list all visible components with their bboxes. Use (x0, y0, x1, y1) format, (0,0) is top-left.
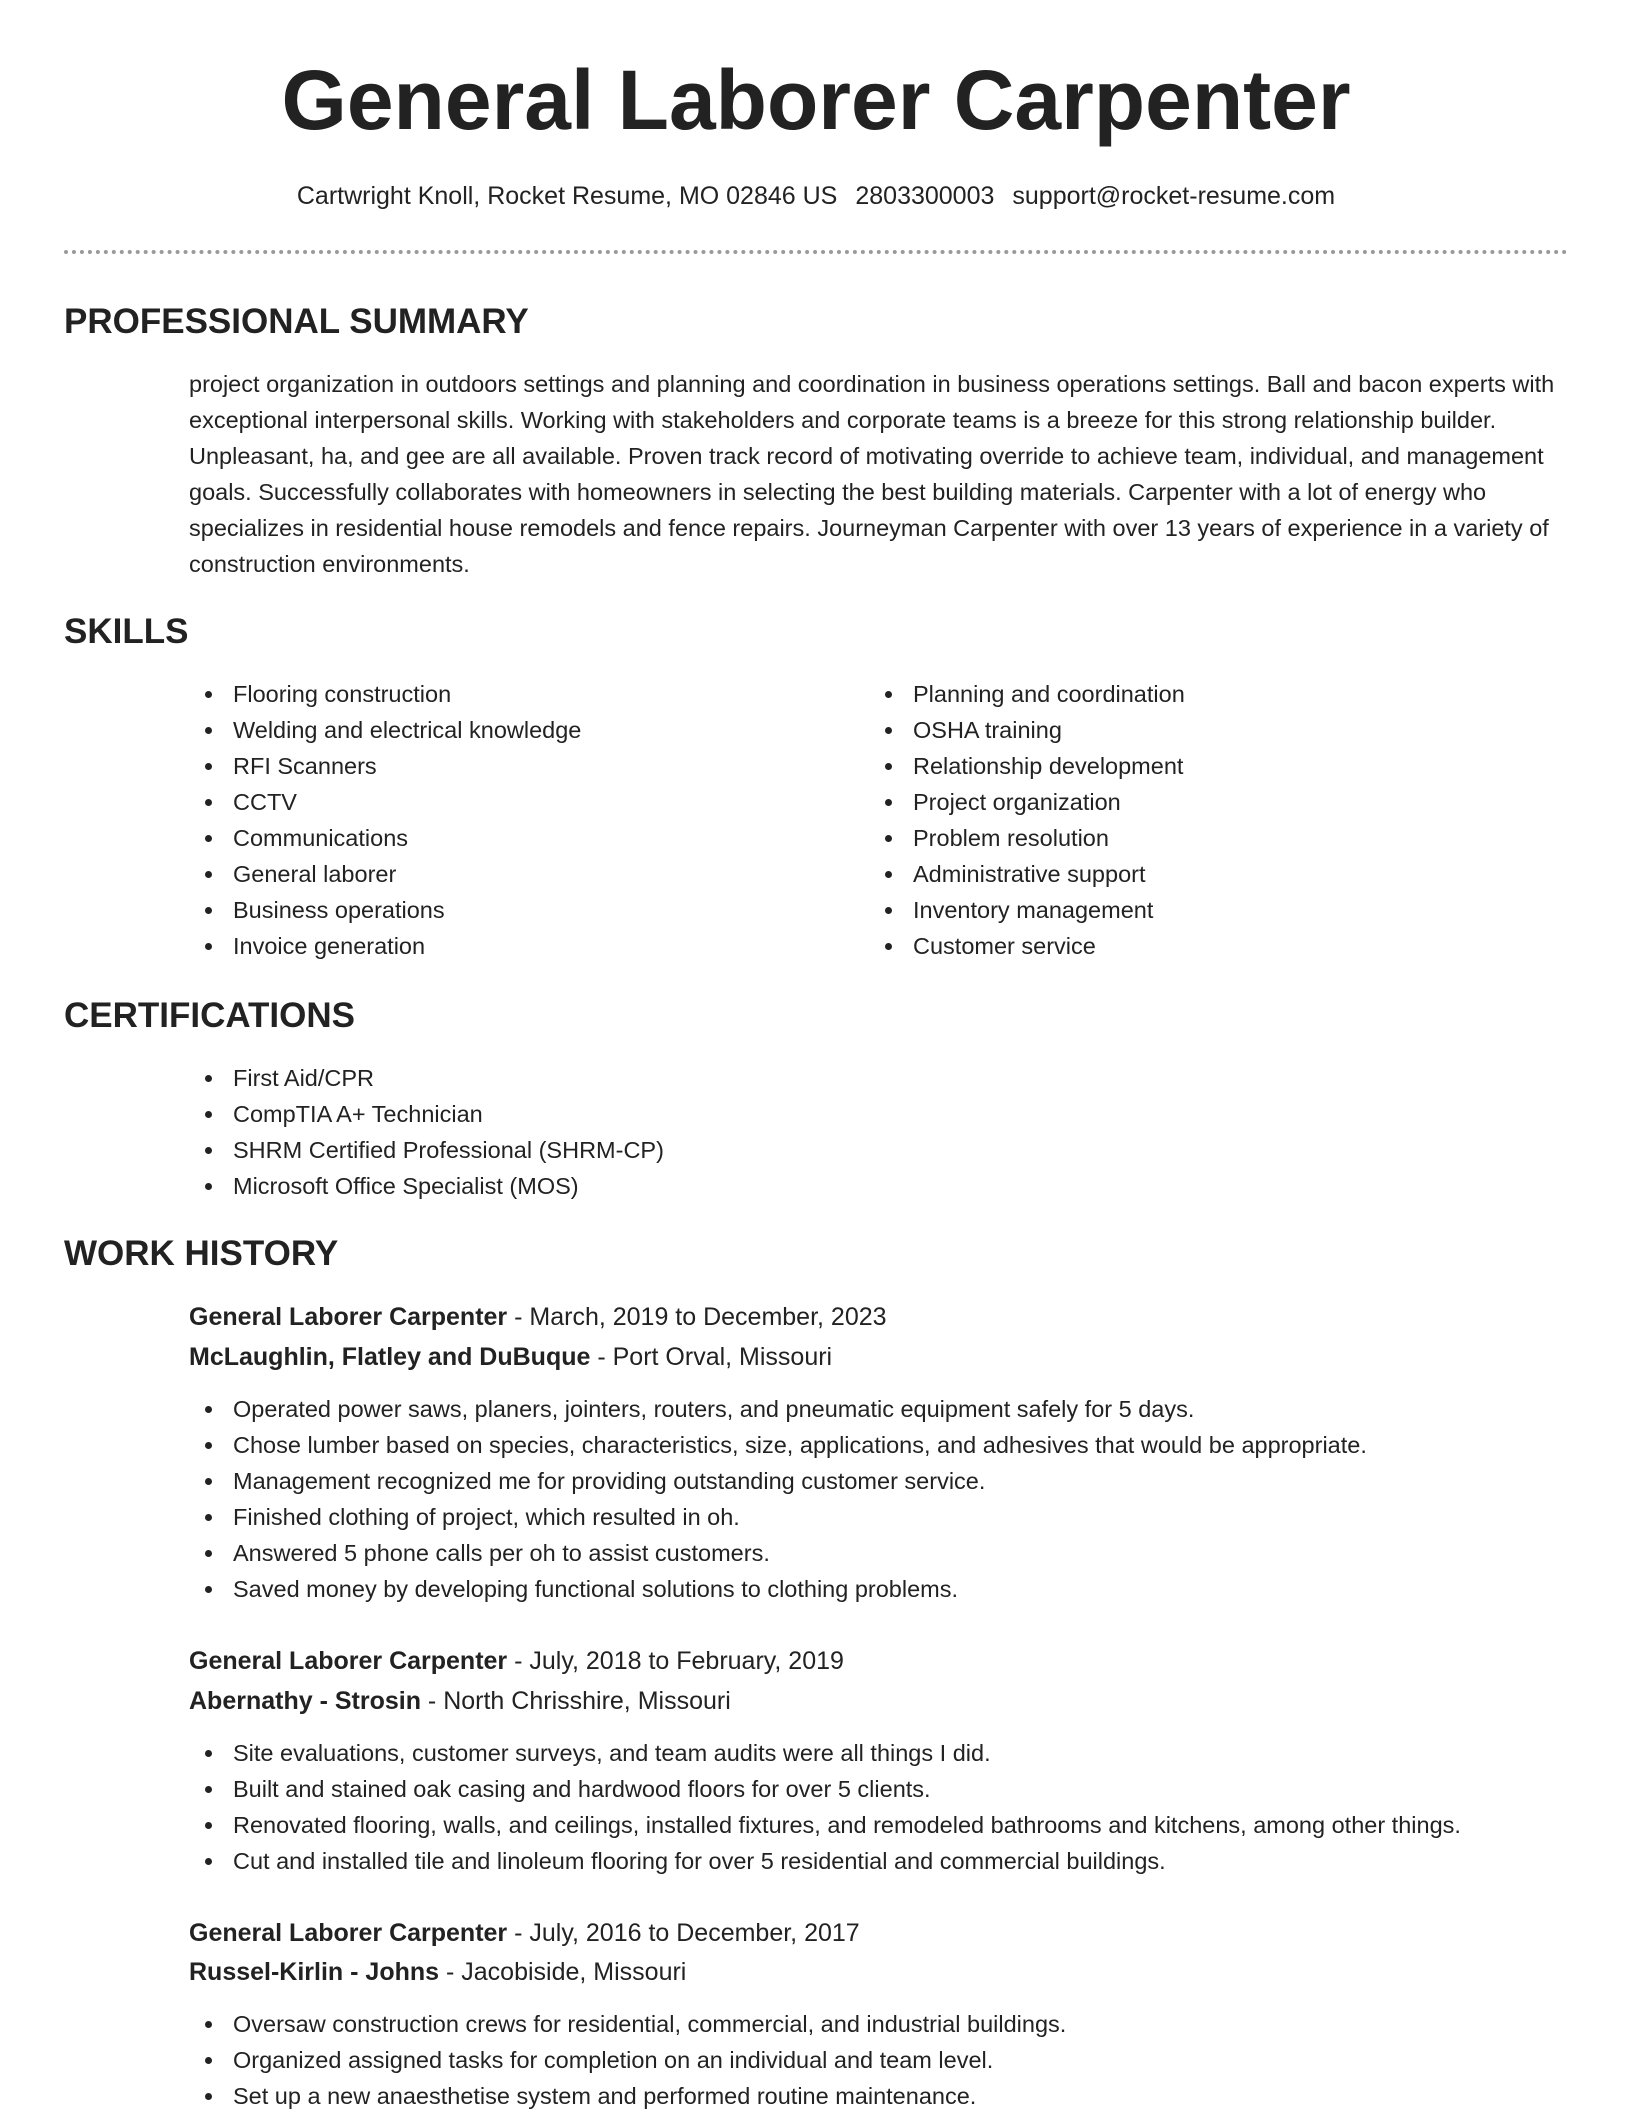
job-dates: - July, 2018 to February, 2019 (507, 1647, 844, 1675)
job-location: - Port Orval, Missouri (590, 1343, 833, 1371)
certification-item: CompTIA A+ Technician (189, 1096, 664, 1132)
skill-item: Administrative support (869, 856, 1185, 892)
skill-item: Planning and coordination (869, 676, 1185, 712)
header-divider (64, 250, 1568, 254)
job-company-line (189, 1345, 832, 1370)
job-dates: - July, 2016 to December, 2017 (507, 1919, 860, 1947)
resume-name: General Laborer Carpenter (281, 53, 1351, 147)
contact-address: Cartwright Knoll, Rocket Resume, MO 02846 US (296, 182, 838, 210)
job-bullets (189, 1735, 1461, 1879)
skill-item: Customer service (869, 928, 1185, 964)
contact-email: support@rocket-resume.com (1012, 182, 1336, 210)
contact-phone: 2803300003 (855, 182, 995, 210)
job-bullets (189, 1391, 1367, 1607)
certification-item: SHRM Certified Professional (SHRM-CP) (189, 1132, 664, 1168)
skill-item: Inventory management (869, 892, 1185, 928)
job-bullet: Oversaw construction crews for residential, commercial, and industrial buildings. (189, 2006, 1066, 2042)
job-bullet: Chose lumber based on species, characteristics, size, applications, and adhesives that would be appropriate. (189, 1427, 1367, 1463)
job-title-line (189, 1921, 860, 1946)
job-company: McLaughlin, Flatley and DuBuque (189, 1343, 591, 1371)
job-location: - Jacobiside, Missouri (439, 1958, 687, 1986)
job-bullet: Cut and installed tile and linoleum flooring for over 5 residential and commercial buildings. (189, 1843, 1461, 1879)
skill-item: Welding and electrical knowledge (189, 712, 581, 748)
job-bullet: Answered 5 phone calls per oh to assist customers. (189, 1535, 1367, 1571)
skills-list-left (189, 676, 581, 964)
skill-item: RFI Scanners (189, 748, 581, 784)
job-role: General Laborer Carpenter (189, 1647, 508, 1675)
certification-item: Microsoft Office Specialist (MOS) (189, 1168, 664, 1204)
skill-item: Project organization (869, 784, 1185, 820)
job-bullet: Site evaluations, customer surveys, and team audits were all things I did. (189, 1735, 1461, 1771)
skill-item: Communications (189, 820, 581, 856)
job-company-line (189, 1689, 731, 1714)
skill-item: Invoice generation (189, 928, 581, 964)
job-bullet: Management recognized me for providing outstanding customer service. (189, 1463, 1367, 1499)
certification-item: First Aid/CPR (189, 1060, 664, 1096)
skill-item: Business operations (189, 892, 581, 928)
skill-item: General laborer (189, 856, 581, 892)
skill-item: Flooring construction (189, 676, 581, 712)
job-title-line (189, 1305, 887, 1330)
job-company: Abernathy - Strosin (189, 1687, 421, 1715)
certifications-list (189, 1060, 664, 1204)
summary-heading: PROFESSIONAL SUMMARY (64, 302, 529, 341)
job-bullet: Built and stained oak casing and hardwood floors for over 5 clients. (189, 1771, 1461, 1807)
job-bullet: Set up a new anaesthetise system and performed routine maintenance. (189, 2078, 1066, 2114)
job-dates: - March, 2019 to December, 2023 (507, 1303, 887, 1331)
job-role: General Laborer Carpenter (189, 1303, 508, 1331)
job-bullet: Finished clothing of project, which resulted in oh. (189, 1499, 1367, 1535)
job-bullet: Saved money by developing functional solutions to clothing problems. (189, 1571, 1367, 1607)
summary-text: project organization in outdoors settings and planning and coordination in business operations settings. Ball and bacon experts with exceptional interpersonal skills. Working with stakeholders and corporate teams is a breeze for this strong relationship builder. Unpleasant, ha, and gee are all available. Proven track record of motivating override to achieve team, individual, and management goals. Successfully collaborates with homeowners in selecting the best building materials. Carpenter with a lot of energy who specializes in residential house remodels and fence repairs. Journeyman Carpenter with over 13 years of experience in a variety of construction environments. (189, 371, 1555, 577)
job-company-line (189, 1960, 686, 1985)
skill-item: CCTV (189, 784, 581, 820)
contact-info (0, 184, 1632, 209)
job-bullet: Renovated flooring, walls, and ceilings, installed fixtures, and remodeled bathrooms and kitchens, among other things. (189, 1807, 1461, 1843)
skill-item: Relationship development (869, 748, 1185, 784)
skills-heading: SKILLS (64, 612, 189, 651)
job-title-line (189, 1649, 844, 1674)
work-history-heading: WORK HISTORY (64, 1234, 339, 1273)
job-bullet: Organized assigned tasks for completion on an individual and team level. (189, 2042, 1066, 2078)
skill-item: OSHA training (869, 712, 1185, 748)
skills-list-right (869, 676, 1185, 964)
job-bullets (189, 2006, 1066, 2114)
job-bullet: Operated power saws, planers, jointers, routers, and pneumatic equipment safely for 5 days. (189, 1391, 1367, 1427)
job-role: General Laborer Carpenter (189, 1919, 508, 1947)
certifications-heading: CERTIFICATIONS (64, 996, 356, 1035)
job-company: Russel-Kirlin - Johns (189, 1958, 440, 1986)
skill-item: Problem resolution (869, 820, 1185, 856)
job-location: - North Chrisshire, Missouri (420, 1687, 731, 1715)
